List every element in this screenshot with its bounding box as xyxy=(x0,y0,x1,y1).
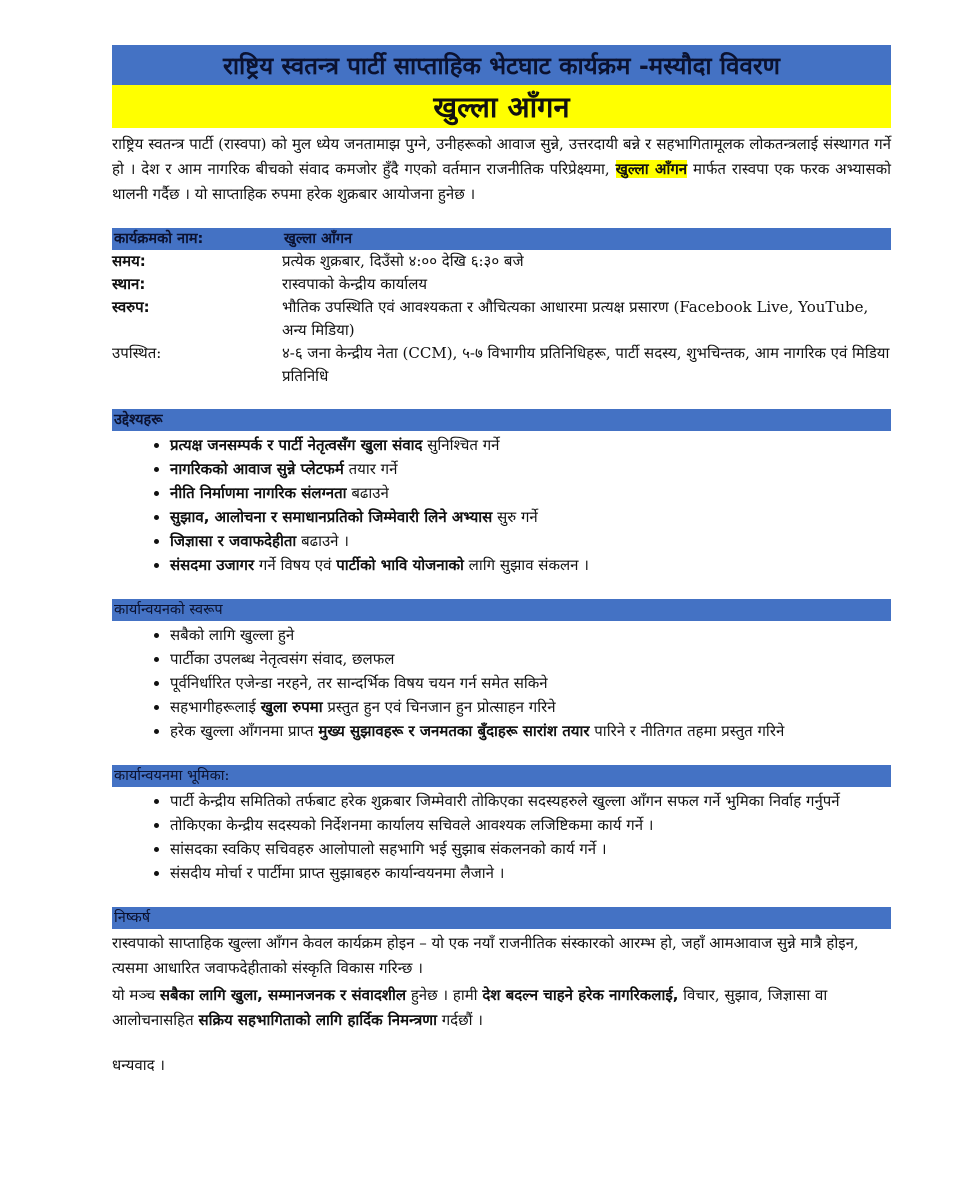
conclusion-paragraph-2 xyxy=(112,983,891,1033)
list-item xyxy=(170,719,891,743)
info-label: स्थान: xyxy=(112,275,146,293)
title-text: राष्ट्रिय स्वतन्त्र पार्टी साप्ताहिक भेटघाट कार्यक्रम -मस्यौदा विवरण xyxy=(223,51,780,80)
objective-text: तयार गर्ने xyxy=(343,460,398,478)
implementation-text: हरेक खुल्ला आँगनमा प्राप्त xyxy=(170,722,319,740)
objective-bold: संसदमा उजागर xyxy=(170,556,255,574)
objective-bold: नागरिकको आवाज सुन्ने प्लेटफर्म xyxy=(170,460,344,478)
info-label: उपस्थित: xyxy=(112,344,162,362)
info-row-format xyxy=(112,296,891,342)
implementation-text: पूर्वनिर्धारित एजेन्डा नरहने, तर सान्दर्भिक विषय चयन गर्न समेत सकिने xyxy=(170,674,548,692)
conclusion-text: हुनेछ । हामी xyxy=(406,986,483,1004)
implementation-text: पार्टीका उपलब्ध नेतृत्वसंग संवाद, छलफल xyxy=(170,650,395,668)
objective-text: लागि सुझाव संकलन । xyxy=(463,556,589,574)
program-name-label: कार्यक्रमको नाम: xyxy=(114,231,204,247)
conclusion-heading xyxy=(112,907,891,929)
objectives-heading-text: उद्देश्यहरू xyxy=(114,412,163,428)
objective-text: सुनिश्चित गर्ने xyxy=(422,436,500,454)
objective-bold: सुझाव, आलोचना र समाधानप्रतिको जिम्मेवारी लिने अभ्यास xyxy=(170,508,493,526)
objective-text: सुरु गर्ने xyxy=(492,508,538,526)
objectives-list xyxy=(112,433,891,577)
document xyxy=(112,45,891,1075)
program-info-table xyxy=(112,250,891,388)
closing-text: धन्यवाद । xyxy=(112,1056,165,1074)
list-item xyxy=(170,695,891,719)
roles-heading-text: कार्यान्वयनमा भूमिका: xyxy=(114,768,230,784)
info-row-venue xyxy=(112,273,891,296)
objective-text: बढाउने xyxy=(346,484,389,502)
conclusion-bold: सक्रिय सहभागिताको लागि हार्दिक निमन्त्रणा xyxy=(198,1011,437,1029)
info-row-attendance xyxy=(112,342,891,388)
implementation-bold: खुला रुपमा xyxy=(260,698,323,716)
conclusion-bold: सबैका लागि खुला, सम्मानजनक र संवादशील xyxy=(159,986,407,1004)
program-name-value: खुल्ला आँगन xyxy=(284,231,353,247)
list-item xyxy=(170,529,891,553)
document-subtitle xyxy=(112,85,891,128)
implementation-heading-text: कार्यान्वयनको स्वरूप xyxy=(114,602,223,618)
objectives-heading xyxy=(112,409,891,431)
intro-text-2: मार्फत रास्वपा एक फरक अभ्यासको थालनी गर्दैछ । यो साप्ताहिक रुपमा हरेक शुक्रबार आयोजना हुनेछ । xyxy=(112,160,891,203)
list-item xyxy=(170,671,891,695)
info-value: भौतिक उपस्थिति एवं आवश्यकता र औचित्यका आधारमा प्रत्यक्ष प्रसारण (Facebook Live, YouTube, अन्य मिडिया) xyxy=(282,298,869,339)
document-title xyxy=(112,45,891,85)
intro-paragraph xyxy=(112,132,891,207)
intro-text-1: राष्ट्रिय स्वतन्त्र पार्टी (रास्वपा) को मुल ध्येय जनतामाझ पुग्ने, उनीहरूको आवाज सुन्ने, उत्तरदायी बन्ने र सहभागितामूलक लोकतन्त्रलाई संस्थागत गर्ने हो । देश र आम नागरिक बीचको संवाद कमजोर हुँदै गएको वर्तमान राजनीतिक परिप्रेक्ष्यमा, xyxy=(112,135,891,178)
list-item xyxy=(170,505,891,529)
objective-bold: जिज्ञासा र जवाफदेहीता xyxy=(170,532,297,550)
list-item xyxy=(170,623,891,647)
subtitle-text: खुल्ला आँगन xyxy=(433,90,570,124)
conclusion-bold: देश बदल्न चाहने हरेक नागरिकलाई, xyxy=(482,986,679,1004)
implementation-text: पारिने र नीतिगत तहमा प्रस्तुत गरिने xyxy=(589,722,785,740)
program-info-header xyxy=(112,228,891,250)
objective-text: गर्ने विषय एवं xyxy=(254,556,337,574)
info-label: समय: xyxy=(112,252,146,270)
list-item xyxy=(170,433,891,457)
list-item xyxy=(170,647,891,671)
info-value: रास्वपाको केन्द्रीय कार्यालय xyxy=(282,275,428,293)
info-label: स्वरुप: xyxy=(112,298,150,316)
list-item: • पार्टी केन्द्रीय समितिको तर्फबाट हरेक शुक्रबार जिम्मेवारी तोकिएका सदस्यहरुले खुल्ला आँगन सफल गर्ने भुमिका निर्वाह गर्नुपर्ने xyxy=(170,789,891,813)
list-item: • संसदीय मोर्चा र पार्टीमा प्राप्त सुझाबहरु कार्यान्वयनमा लैजाने । xyxy=(170,861,891,885)
info-value: प्रत्येक शुक्रबार, दिउँसो ४:०० देखि ६:३० बजे xyxy=(282,252,524,270)
list-item: • तोकिएका केन्द्रीय सदस्यको निर्देशनमा कार्यालय सचिवले आवश्यक लजिष्टिकमा कार्य गर्ने । xyxy=(170,813,891,837)
objective-bold: पार्टीको भावि योजनाको xyxy=(336,556,464,574)
objective-text: बढाउने । xyxy=(296,532,349,550)
list-item xyxy=(170,481,891,505)
list-item xyxy=(170,553,891,577)
info-value: ४-६ जना केन्द्रीय नेता (CCM), ५-७ विभागीय प्रतिनिधिहरू, पार्टी सदस्य, शुभचिन्तक, आम नागरिक एवं मिडिया प्रतिनिधि xyxy=(282,344,890,385)
implementation-text: सबैको लागि खुल्ला हुने xyxy=(170,626,295,644)
objective-bold: नीति निर्माणमा नागरिक संलग्नता xyxy=(170,484,347,502)
intro-highlight: खुल्ला आँगन xyxy=(615,160,688,178)
implementation-heading xyxy=(112,599,891,621)
conclusion-text: विचार, सुझाव, जिज्ञासा वा आलोचनासहित xyxy=(112,986,828,1029)
info-row-time xyxy=(112,250,891,273)
implementation-bold: मुख्य सुझावहरू र जनमतका बुँदाहरू सारांश तयार xyxy=(318,722,590,740)
conclusion-heading-text: निष्कर्ष xyxy=(114,910,151,926)
roles-list xyxy=(112,789,891,885)
conclusion-text: यो मञ्च xyxy=(112,986,160,1004)
implementation-text: प्रस्तुत हुन एवं चिनजान हुन प्रोत्साहन गरिने xyxy=(322,698,556,716)
conclusion-text: गर्दछौं । xyxy=(436,1011,483,1029)
roles-heading xyxy=(112,765,891,787)
implementation-text: सहभागीहरूलाई xyxy=(170,698,261,716)
implementation-list xyxy=(112,623,891,743)
list-item xyxy=(170,457,891,481)
objective-bold: प्रत्यक्ष जनसम्पर्क र पार्टी नेतृत्वसँग खुला संवाद xyxy=(170,436,423,454)
conclusion-paragraph-1: रास्वपाको साप्ताहिक खुल्ला आँगन केवल कार्यक्रम होइन – यो एक नयाँ राजनीतिक संस्कारको आरम्भ हो, जहाँ आमआवाज सुन्ने मात्रै होइन, त्यसमा आधारित जवाफदेहीताको संस्कृति विकास गरिन्छ । xyxy=(112,934,859,977)
list-item: • सांसदका स्वकिए सचिवहरु आलोपालो सहभागि भई सुझाब संकलनको कार्य गर्ने । xyxy=(170,837,891,861)
